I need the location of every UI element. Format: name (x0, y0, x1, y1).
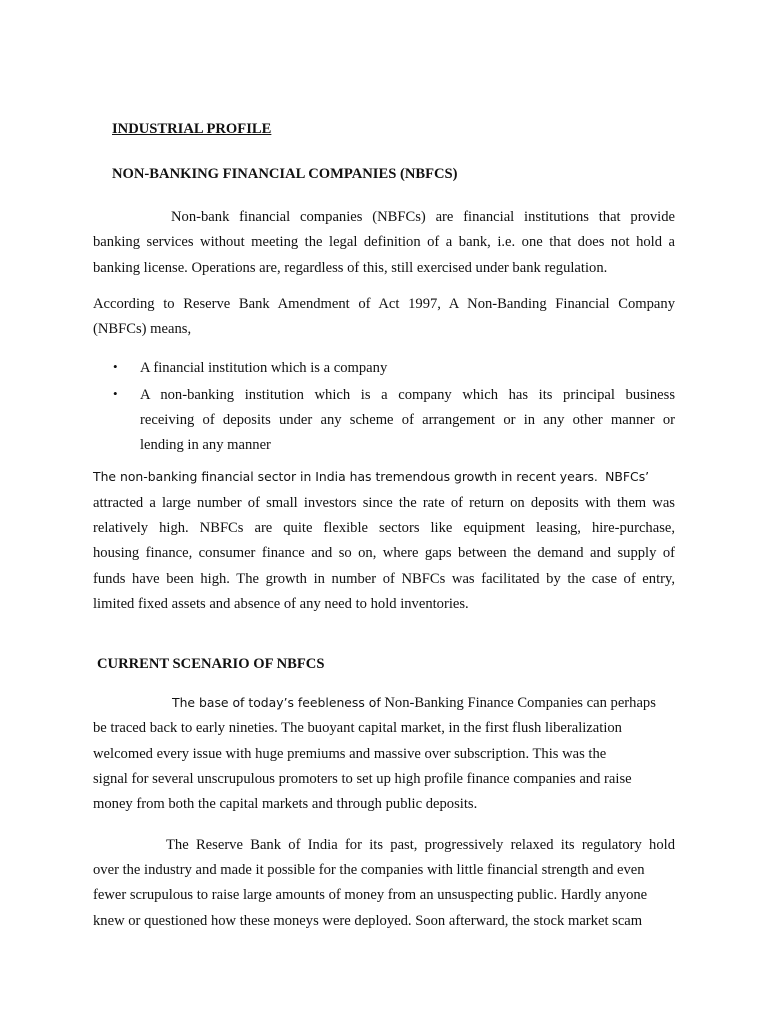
para4-line-1 (172, 694, 669, 712)
para2-line-2: (NBFCs) means, (93, 321, 192, 337)
para2-line-1: According to Reserve Bank Amendment of Act 1997, A Non-Banding Financial Company (93, 296, 675, 312)
para1-line-1: Non-bank financial companies (NBFCs) are financial institutions that provide (171, 209, 675, 225)
para4-rest-segment: Non-Banking Finance Companies can perhaps (384, 695, 656, 711)
para4-line-2: be traced back to early nineties. The buoyant capital market, in the first flush liberalization (93, 720, 622, 736)
para4-sans-segment: The base of today’s feebleness of (172, 695, 381, 710)
bullet-marker: • (113, 359, 118, 374)
heading-industrial-profile: INDUSTRIAL PROFILE (112, 121, 272, 137)
para3-line-6: limited fixed assets and absence of any need to hold inventories. (93, 596, 469, 612)
para4-line-5: money from both the capital markets and through public deposits. (93, 796, 478, 812)
para3-line-2: attracted a large number of small investors since the rate of return on deposits with them was (93, 495, 675, 511)
heading-nbfcs: NON-BANKING FINANCIAL COMPANIES (NBFCS) (112, 166, 458, 182)
para5-line-4: knew or questioned how these moneys were deployed. Soon afterward, the stock market scam (93, 913, 643, 929)
bullet-marker: • (113, 386, 118, 401)
para4-line-4: signal for several unscrupulous promoters to set up high profile finance companies and raise (93, 771, 632, 787)
para1-line-2: banking services without meeting the legal definition of a bank, i.e. one that does not hold a (93, 234, 675, 250)
bullet-2-line-1: A non-banking institution which is a company which has its principal business (140, 387, 675, 403)
para3-line-5: funds have been high. The growth in number of NBFCs was facilitated by the case of entry, (93, 571, 675, 587)
heading-current-scenario: CURRENT SCENARIO OF NBFCS (97, 656, 325, 672)
para3-line-4: housing finance, consumer finance and so on, where gaps between the demand and supply of (93, 545, 675, 561)
para3-nbfcs-segment: NBFCs’ (605, 469, 650, 484)
para1-line-3: banking license. Operations are, regardless of this, still exercised under bank regulation. (93, 260, 608, 276)
para5-line-1: The Reserve Bank of India for its past, progressively relaxed its regulatory hold (166, 837, 675, 853)
para5-line-2: over the industry and made it possible for the companies with little financial strength and even (93, 862, 645, 878)
para3-line-1 (93, 468, 675, 486)
bullet-1-line-1: A financial institution which is a company (140, 360, 388, 376)
para4-line-3: welcomed every issue with huge premiums and massive over subscription. This was the (93, 746, 607, 762)
bullet-2-line-2: receiving of deposits under any scheme of arrangement or in any other manner or (140, 412, 675, 428)
bullet-2-line-3: lending in any manner (140, 437, 271, 453)
para5-line-3: fewer scrupulous to raise large amounts of money from an unsuspecting public. Hardly anyone (93, 887, 648, 903)
para3-line-3: relatively high. NBFCs are quite flexible sectors like equipment leasing, hire-purchase, (93, 520, 675, 536)
para3-sans-segment: The non-banking financial sector in India has tremendous growth in recent years. (93, 469, 598, 484)
